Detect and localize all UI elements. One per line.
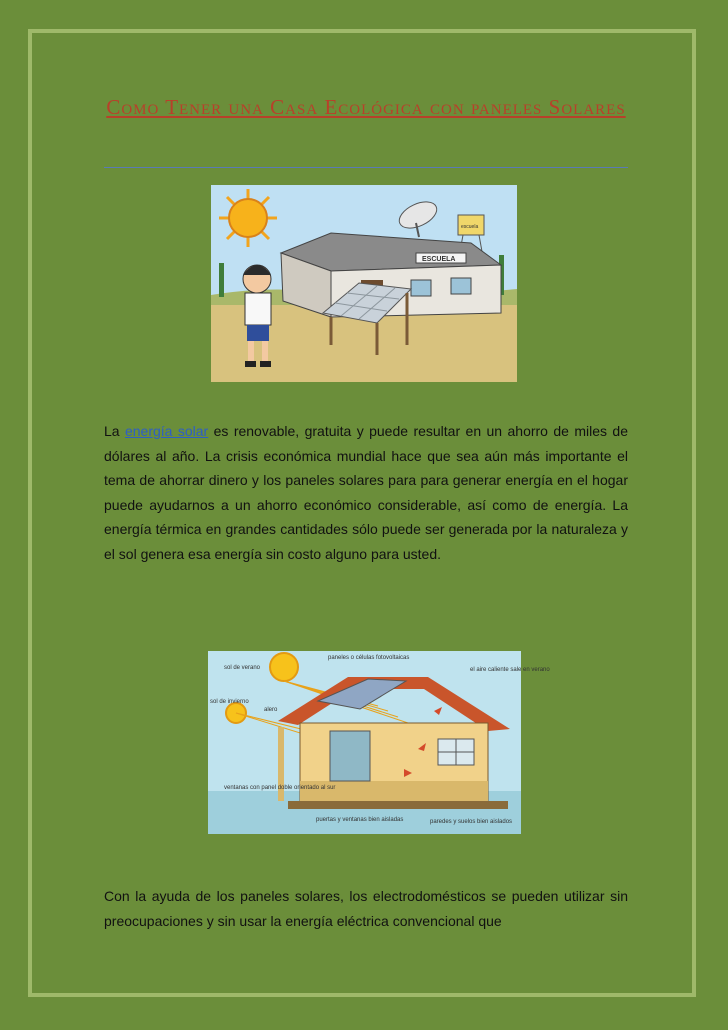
- panels-paragraph: Con la ayuda de los paneles solares, los electrodomésticos se pueden utilizar sin preocupaciones y sin usar la energía eléctrica convencional que: [104, 888, 628, 929]
- title-divider: [104, 167, 628, 168]
- svg-text:alero: alero: [264, 707, 278, 713]
- paragraph-lead: La: [104, 423, 125, 439]
- svg-text:ventanas con panel doble orien: ventanas con panel doble orientado al sur: [224, 785, 336, 791]
- eco-house-diagram: [208, 651, 550, 834]
- eco-house-icon: [208, 651, 550, 834]
- solar-energy-link[interactable]: energía solar: [124, 423, 209, 439]
- svg-text:el aire caliente sale en veran: el aire caliente sale en verano: [470, 667, 550, 673]
- svg-text:sol de verano: sol de verano: [224, 665, 261, 671]
- svg-text:paneles o células fotovoltaica: paneles o células fotovoltaicas: [328, 655, 410, 661]
- school-solar-illustration: [211, 185, 517, 382]
- school-scene-icon: [211, 185, 517, 382]
- document-title: Como Tener una Casa Ecológica con paneles Solares: [106, 95, 626, 119]
- svg-text:ESCUELA: ESCUELA: [422, 256, 456, 263]
- paragraph-body: es renovable, gratuita y puede resultar en un ahorro de miles de dólares al año. La crisis económica mundial hace que sea aún más importante el tema de ahorrar dinero y los paneles solares para para generar energía en el hogar puede ayudarnos a un ahorro económico considerable, así como de energía. La energía térmica en grandes cantidades sólo puede ser generada por la naturaleza y el sol genera esa energía sin costo alguno para usted.: [104, 423, 628, 562]
- svg-text:paredes y suelos bien aislados: paredes y suelos bien aislados: [430, 819, 513, 825]
- svg-text:sol de invierno: sol de invierno: [210, 699, 249, 705]
- svg-text:escuela: escuela: [461, 224, 479, 230]
- intro-paragraph: [104, 419, 628, 567]
- svg-text:puertas y ventanas bien aislad: puertas y ventanas bien aisladas: [316, 817, 404, 823]
